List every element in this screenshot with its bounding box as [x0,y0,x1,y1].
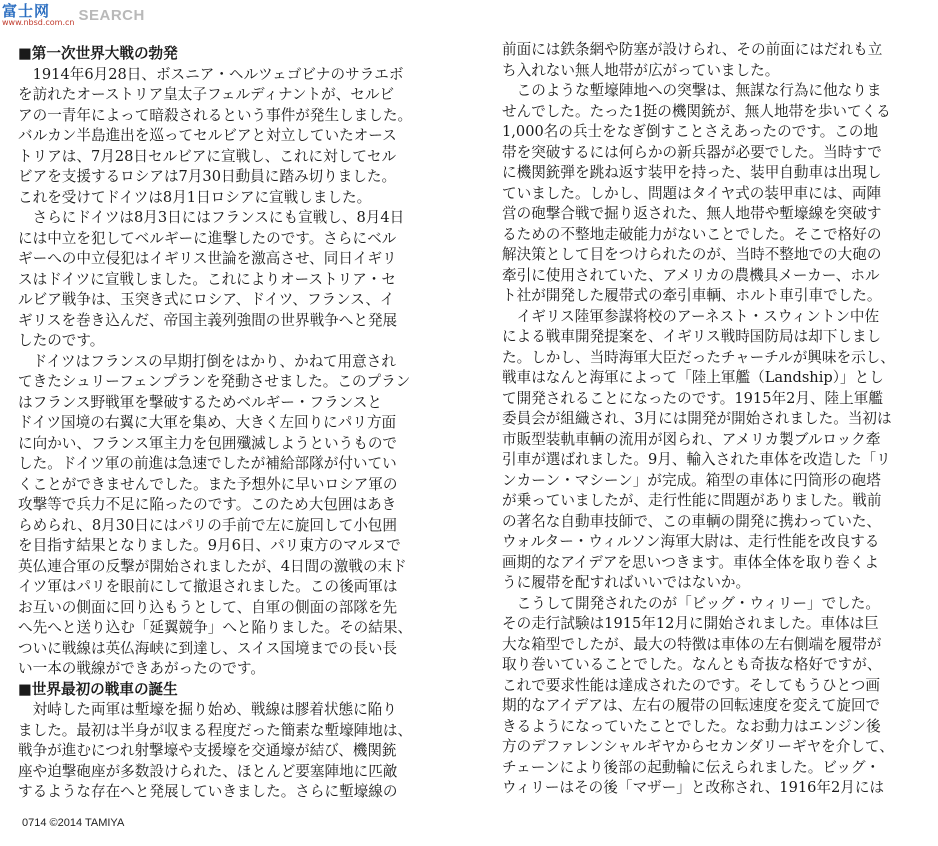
text-line: による戦車開発提案を、イギリス戦時国防局は却下しまし [502,328,882,345]
text-line: ついに戦線は英仏海峡に到達し、スイス国境までの長い長 [18,639,398,657]
text-line: ました。最初は半身が収まる程度だった簡素な塹壕陣地は、 [18,721,413,739]
text-line: した。ドイツ軍の前進は急速でしたが補給部隊が付いてい [18,455,397,472]
text-line: 座や迫撃砲座が多数設けられた、ほとんど要塞陣地に匹敵 [18,762,398,780]
text-line: 戦車はなんと海軍によって「陸上軍艦（Landship）」とし [502,369,884,386]
watermark-cn: 富士网 [2,1,51,20]
text-line: こうして開発されたのが「ビッグ・ウィリー」でした。 [502,594,880,612]
text-line: の著名な自動車技師で、この車輌の開発に携わっていた、 [502,512,882,530]
text-line: を訪れたオーストリア皇太子フェルディナントが、セルビ [18,86,395,103]
text-line: ウォルター・ウィルソン海軍大尉は、走行性能を改良する [502,533,880,550]
text-line: さらにドイツは8月3日にはフランスにも宣戦し、8月4日 [18,209,405,226]
text-line: らめられ、8月30日にはパリの手前で左に旋回して小包囲 [18,516,397,534]
text-line: ち入れない無人地帯が広がっていました。 [502,61,780,79]
text-line: アの一青年によって暗殺されるという事件が発生しました。 [18,106,413,124]
text-line: が乗っていましたが、走行性能に問題がありました。戦前 [502,492,882,509]
text-line: イギリス陸軍参謀将校のアーネスト・スウィントン中佐 [502,307,880,325]
text-line: て開発されることになったのです。1915年2月、陸上軍艦 [502,389,883,407]
text-line: したのです。 [18,332,105,349]
watermark-logo [2,1,75,27]
text-line: 解決策として目をつけられたのが、当時不整地での大砲の [502,246,882,263]
text-line: トリアは、7月28日セルビアに宣戦し、これに対してセル [18,147,397,165]
text-line: い一本の戦線ができあがったのです。 [18,660,265,677]
text-line: ギーへの中立侵犯はイギリス世論を激高させ、同日イギリ [18,250,397,267]
text-line: 委員会が組織され、3月には開発が開始されました。当初は [502,410,892,427]
text-line: ンカーン・マシーン」が完成。箱型の車体に円筒形の砲塔 [502,471,881,489]
section-heading: ■第一次世界大戦の勃発 [18,45,178,62]
text-line: ルビア戦争は、玉突き式にロシア、ドイツ、フランス、イ [18,291,395,308]
text-line: 画期的なアイデアを思いつきます。車体全体を取り巻くよ [502,553,879,571]
text-line: ドイツはフランスの早期打倒をはかり、かねて用意され [18,352,396,370]
text-line: た。しかし、当時海軍大臣だったチャーチルが興味を示し、 [502,348,895,366]
text-line: 営の砲撃合戦で掘り返された、無人地帯や塹壕線を突破す [502,205,882,222]
text-line: 方のデファレンシャルギヤからセカンダリーギヤを介して、 [502,738,894,755]
text-line: 市販型装軌車輌の流用が図られ、アメリカ製ブルロック牽 [502,430,881,448]
text-line: するような存在へと発展していきました。さらに塹壕線の [18,783,398,800]
text-line: 1914年6月28日、ボスニア・ヘルツェゴビナのサラエボ [18,65,404,83]
text-line: せんでした。たった1挺の機関銃が、無人地帯を歩いてくる [502,102,891,120]
text-line: るための不整地走破能力がないことでした。そこで格好の [502,225,882,243]
text-line: お互いの側面に回り込もうとして、自軍の側面の部隊を先 [18,598,398,616]
watermark-url: www.nbsd.com.cn [2,17,75,27]
text-line: ていました。しかし、問題はタイヤ式の装甲車には、両陣 [502,184,882,202]
text-line: これを受けてドイツは8月1日ロシアに宣戦しました。 [18,188,372,206]
text-line: には中立を犯してベルギーに進撃したのです。さらにベル [18,229,397,247]
page-footer: 0714 ©2014 TAMIYA [22,817,125,829]
text-line: イツ軍はパリを眼前にして撤退されました。この後両軍は [18,578,398,595]
text-line: に機関銃弾を跳ね返す装甲を持った、装甲自動車は出現し [502,164,882,181]
text-line: 引車が選ばれました。9月、輸入された車体を改造した「リ [502,451,891,468]
text-line: 1,000名の兵士をなぎ倒すことさえあったのです。この地 [502,123,879,140]
text-line: ト社が開発した履帯式の牽引車輌、ホルト車引車でした。 [502,287,882,304]
text-line: ギリスを巻き込んだ、帝国主義列強間の世界戦争へと発展 [18,311,398,329]
text-line: くことができませんでした。また予想外に早いロシア軍の [18,475,398,493]
text-line: へ先へと送り込む「延翼競争」へと陥りました。その結果、 [18,619,413,636]
text-line: 攻撃等で兵力不足に陥ったのです。このため大包囲はあき [18,496,397,513]
text-line: ドイツ国境の右翼に大軍を集め、大きく左回りにパリ方面 [18,414,397,431]
text-line: 帯を突破するには何らかの新兵器が必要でした。当時すで [502,143,882,161]
text-line: てきたシュリーフェンプランを発動させました。このプラン [18,373,411,390]
section-heading: ■世界最初の戦車の誕生 [18,680,178,698]
text-line: バルカン半島進出を巡ってセルビアと対立していたオース [18,127,397,144]
left-column [18,44,450,803]
text-line: 英仏連合軍の反撃が開始されましたが、4日間の激戦の末ド [18,557,407,575]
text-line: ウィリーはその後「マザー」と改称され、1916年2月には [502,779,885,796]
text-line: 取り巻いていることでした。なんとも奇抜な格好ですが、 [502,656,882,673]
text-line: 前面には鉄条網や防塞が設けられ、その前面にはだれも立 [502,41,883,58]
text-line: その走行試験は1915年12月に開始されました。車体は巨 [502,615,879,632]
text-line: 牽引に使用されていた、アメリカの農機具メーカー、ホル [502,266,880,284]
text-line: チェーンにより後部の起動輪に伝えられました。ビッグ・ [502,758,881,776]
text-line: きるようになっていたことでした。なお動力はエンジン後 [502,717,881,735]
text-line: 期的なアイデアは、左右の履帯の回転速度を変えて旋回で [502,697,881,714]
watermark [2,1,145,27]
text-line: 戦争が進むにつれ射撃壕や支援壕を交通壕が結び、機関銃 [18,742,397,759]
text-line: に向かい、フランス軍主力を包囲殲滅しようというもので [18,434,398,452]
watermark-text: SEARCH [78,6,145,24]
text-line: これで要求性能は達成されたのです。そしてもうひとつ画 [502,676,880,694]
text-line: はフランス野戦軍を撃破するためベルギー・フランスと [18,393,382,411]
text-line: を目指す結果となりました。9月6日、パリ東方のマルヌで [18,537,401,554]
text-line: 大な箱型でしたが、最大の特徴は車体の左右側端を履帯が [502,635,882,653]
text-line: 対峙した両軍は塹壕を掘り始め、戦線は膠着状態に陥り [18,701,397,718]
text-line: ビアを支援するロシアは7月30日動員に踏み切りました。 [18,168,397,185]
text-line: うに履帯を配すればいいではないか。 [502,574,751,591]
text-line: スはドイツに宣戦しました。これによりオーストリア・セ [18,270,396,288]
right-column [502,40,934,799]
text-line: このような塹壕陣地への突撃は、無謀な行為に他なりま [502,82,882,99]
